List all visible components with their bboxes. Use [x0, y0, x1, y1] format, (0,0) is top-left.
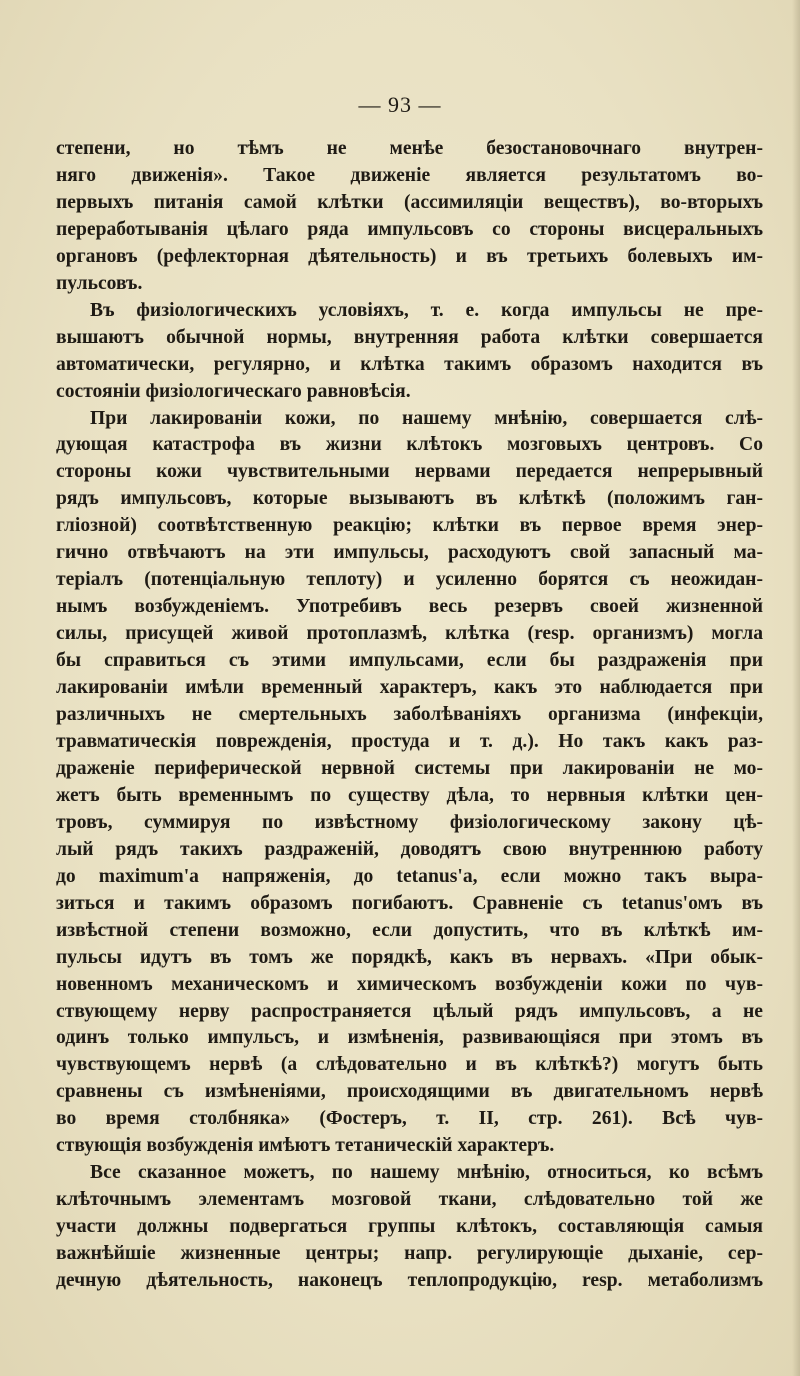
text-line: стороны кожи чувствительными нервами передается непрерывный [56, 461, 763, 483]
text-line: состояніи физіологическаго равновѣсія. [56, 380, 411, 402]
text-line: травматическія поврежденія, простуда и т. д.). Но такъ какъ раз- [56, 730, 763, 752]
text-line: различныхъ не смертельныхъ заболѣваніяхъ организма (инфекціи, [56, 704, 763, 726]
text-line: извѣстной степени возможно, если допустить, что въ клѣткѣ им- [56, 919, 763, 941]
text-line: дующая катастрофа въ жизни клѣтокъ мозговыхъ центровъ. Со [56, 434, 763, 456]
text-line: драженіе периферической нервной системы при лакированіи не мо- [56, 757, 763, 779]
text-line: силы, присущей живой протоплазмѣ, клѣтка (resp. организмъ) могла [56, 623, 763, 645]
page-edge-shadow [792, 0, 800, 1376]
text-line: рядъ импульсовъ, которые вызываютъ въ клѣткѣ (положимъ ган- [56, 488, 763, 510]
text-line: клѣточнымъ элементамъ мозговой ткани, слѣдовательно той же [56, 1189, 763, 1211]
text-line: вышаютъ обычной нормы, внутренняя работа клѣтки совершается [56, 326, 763, 348]
body-text [56, 136, 763, 1295]
text-line: лый рядъ такихъ раздраженій, доводятъ свою внутреннюю работу [56, 838, 763, 860]
text-line: пульсы идутъ въ томъ же порядкѣ, какъ въ нервахъ. «При обык- [56, 946, 763, 968]
text-line: органовъ (рефлекторная дѣятельность) и въ третьихъ болевыхъ им- [56, 245, 763, 267]
text-line: тровъ, суммируя по извѣстному физіологическому закону цѣ- [56, 811, 763, 833]
text-line: ствующія возбужденія имѣютъ тетаническій характеръ. [56, 1135, 555, 1157]
text-line: гично отвѣчаютъ на эти импульсы, расходуютъ свой запасный ма- [56, 542, 763, 564]
text-line: гліозной) соотвѣтственную реакцію; клѣтки въ первое время энер- [56, 515, 763, 537]
text-line: участи должны подвергаться группы клѣтокъ, составляющія самыя [56, 1216, 763, 1238]
text-line: Все сказанное можетъ, по нашему мнѣнію, относиться, ко всѣмъ [90, 1162, 763, 1184]
text-line: ствующему нерву распространяется цѣлый рядъ импульсовъ, а не [56, 1000, 763, 1022]
text-line: во время столбняка» (Фостеръ, т. II, стр. 261). Всѣ чув- [56, 1108, 763, 1130]
text-line: нымъ возбужденіемъ. Употребивъ весь резервъ своей жизненной [56, 596, 763, 618]
text-line: новенномъ механическомъ и химическомъ возбужденіи кожи по чув- [56, 973, 763, 995]
text-line: сравнены съ измѣненіями, происходящими въ двигательномъ нервѣ [56, 1081, 763, 1103]
text-line: важнѣйшіе жизненные центры; напр. регулирующіе дыханіе, сер- [56, 1243, 763, 1265]
text-line: дечную дѣятельность, наконецъ теплопродукцію, resp. метаболизмъ [56, 1270, 763, 1292]
text-line: степени, но тѣмъ не менѣе безостановочнаго внутрен- [56, 138, 763, 159]
text-line: автоматически, регулярно, и клѣтка такимъ образомъ находится въ [56, 353, 763, 375]
text-line: жетъ быть временнымъ по существу дѣла, то нервныя клѣтки цен- [56, 784, 763, 806]
text-line: до maximum'a напряженія, до tetanus'a, если можно такъ выра- [56, 865, 763, 887]
text-line: При лакированіи кожи, по нашему мнѣнію, совершается слѣ- [90, 407, 763, 429]
text-line: няго движенія». Такое движеніе является результатомъ во- [56, 164, 763, 186]
text-line: пульсовъ. [56, 272, 143, 294]
text-line: бы справиться съ этими импульсами, если бы раздраженія при [56, 650, 763, 672]
text-line: переработыванія цѣлаго ряда импульсовъ со стороны висцеральныхъ [56, 218, 763, 240]
page-number: — 93 — [358, 92, 442, 117]
text-line: теріалъ (потенціальную теплоту) и усиленно борятся съ неожидан- [56, 569, 763, 591]
text-line: первыхъ питанія самой клѣтки (ассимиляціи веществъ), во-вторыхъ [56, 191, 763, 213]
text-line: одинъ только импульсъ, и измѣненія, развивающіяся при этомъ въ [56, 1027, 763, 1049]
text-line: чувствующемъ нервѣ (а слѣдовательно и въ клѣткѣ?) могутъ быть [56, 1054, 763, 1076]
text-line: Въ физіологическихъ условіяхъ, т. е. когда импульсы не пре- [90, 299, 763, 321]
text-line: зиться и такимъ образомъ погибаютъ. Сравненіе съ tetanus'омъ въ [56, 892, 763, 914]
text-line: лакированіи имѣли временный характеръ, какъ это наблюдается при [56, 677, 763, 699]
